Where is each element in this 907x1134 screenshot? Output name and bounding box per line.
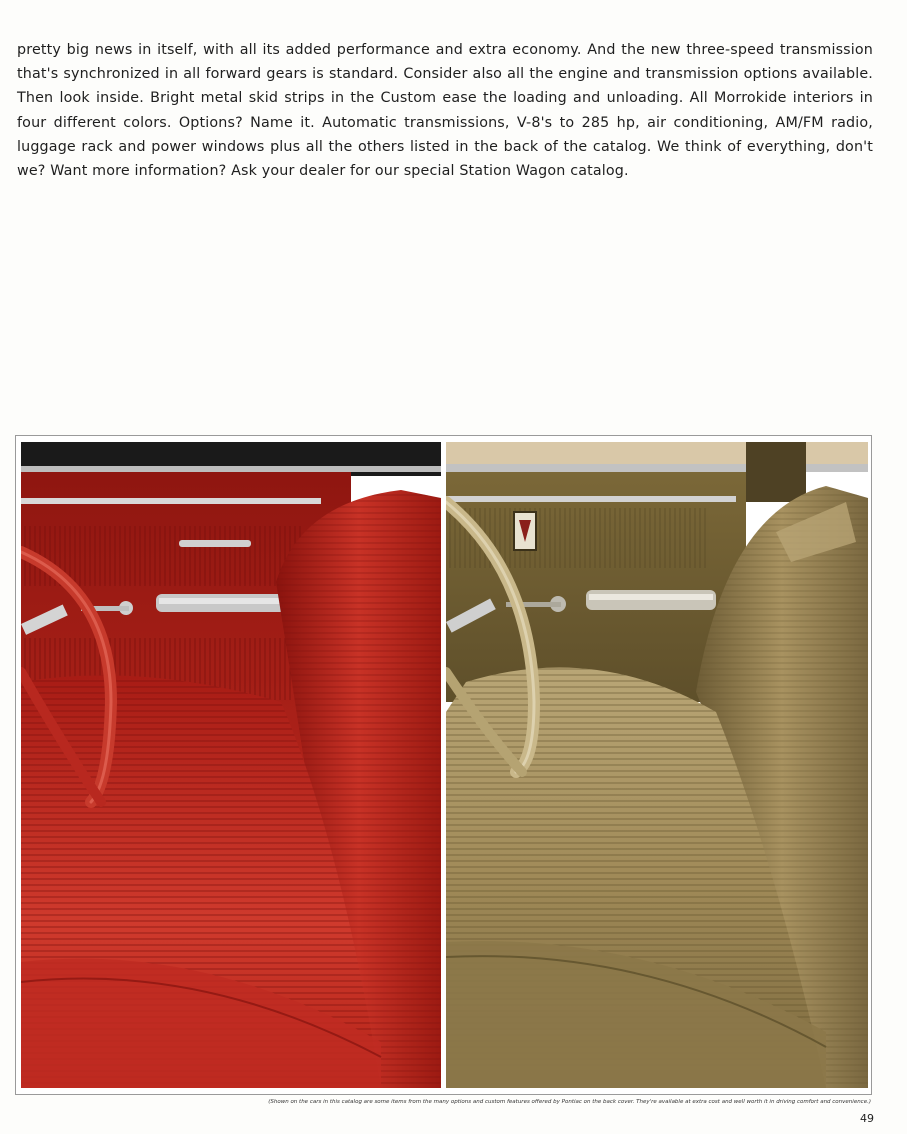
photo-caption: (Shown on the cars in this catalog are some items from the many options and custom features offered by Pontiac on the back cover. They're available at extra cost and well worth it in driving comfort and convenience.) (268, 1099, 871, 1105)
red-interior-photo (21, 442, 441, 1088)
body-paragraph: pretty big news in itself, with all its added performance and extra economy. And the new three-speed transmission that's synchronized in all forward gears is standard. Consider also all the engine and transmission options available. Then look inside. Bright metal skid strips in the Custom ease the loading and unloading. All Morrokide interiors in four different colors. Options? Name it. Automatic transmissions, V-8's to 285 hp, air conditioning, AM/FM radio, luggage rack and power windows plus all the others listed in the back of the catalog. We think of everything, don't we? Want more information? Ask your dealer for our special Station Wagon catalog. (17, 42, 873, 180)
tan-interior-photo (446, 442, 868, 1088)
interior-photo-frame (15, 435, 872, 1095)
page-number: 49 (860, 1112, 874, 1125)
